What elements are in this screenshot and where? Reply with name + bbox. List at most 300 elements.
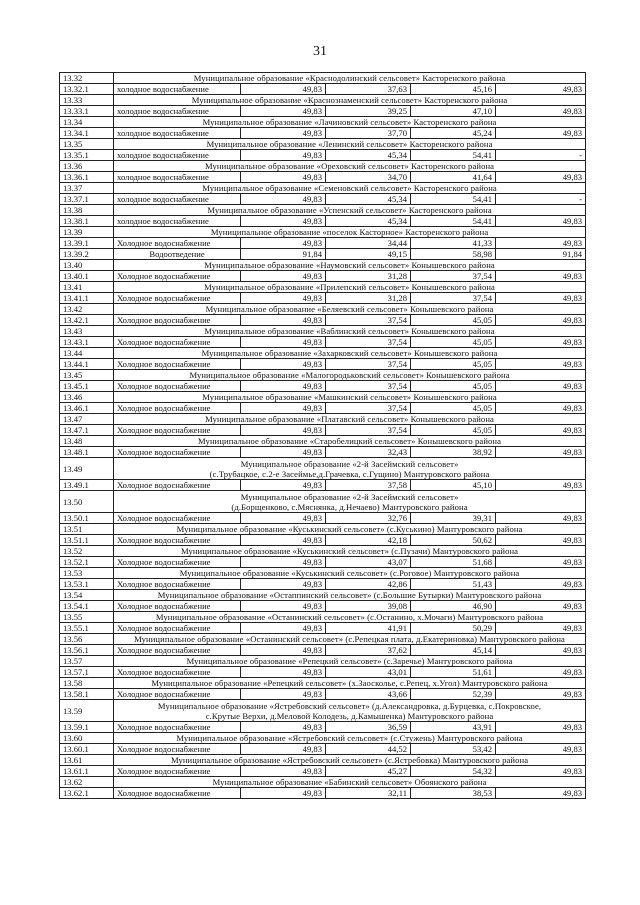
- section-header-row: [60, 304, 586, 315]
- section-number: 13.58: [60, 678, 114, 689]
- tariff-value-1: 49,83: [241, 557, 326, 568]
- row-number: 13.54.1: [60, 601, 114, 612]
- section-title: [114, 183, 586, 194]
- row-number: 13.48.1: [60, 447, 114, 458]
- service-name: Холодное водоснабжение: [114, 271, 241, 282]
- tariff-value-2: 32,11: [326, 788, 411, 799]
- section-title: [114, 260, 586, 271]
- section-header-row: [60, 260, 586, 271]
- section-title: [114, 227, 586, 238]
- tariff-value-3: 45,05: [411, 337, 496, 348]
- section-number: 13.47: [60, 414, 114, 425]
- section-number: 13.38: [60, 205, 114, 216]
- tariff-value-4: -: [496, 194, 586, 205]
- service-name: Холодное водоснабжение: [114, 667, 241, 678]
- section-header-row: [60, 546, 586, 557]
- row-number: 13.40.1: [60, 271, 114, 282]
- service-name: Холодное водоснабжение: [114, 238, 241, 249]
- section-header-row: [60, 491, 586, 513]
- section-title-line: Муниципальное образование «Краснознаменский сельсовет» Касторенского района: [191, 95, 508, 105]
- section-title-line: Муниципальное образование «Останинский сельсовет» (с.Репецкая плата, д.Екатериновка) Мантуровского района: [134, 634, 565, 644]
- service-name: холодное водоснабжение: [114, 106, 241, 117]
- section-number: 13.39: [60, 227, 114, 238]
- tariff-value-1: 49,83: [241, 788, 326, 799]
- service-name: Холодное водоснабжение: [114, 381, 241, 392]
- section-title-line: Муниципальное образование «2-й Засеймский сельсовет»: [240, 491, 459, 502]
- tariff-value-1: 49,83: [241, 480, 326, 491]
- section-number: 13.44: [60, 348, 114, 359]
- tariff-value-3: 45,14: [411, 645, 496, 656]
- tariff-value-4: 49,83: [496, 535, 586, 546]
- section-header-row: [60, 634, 586, 645]
- section-title-line: Муниципальное образование «Беляевский сельсовет» Конышевского района: [205, 304, 494, 314]
- tariff-value-2: 43,01: [326, 667, 411, 678]
- tariff-value-4: 49,83: [496, 788, 586, 799]
- section-title-line: Муниципальное образование «Куськинский сельсовет» (с.Пузачи) Мантуровского района: [180, 546, 519, 556]
- tariff-value-1: 49,83: [241, 535, 326, 546]
- tariff-value-1: 49,83: [241, 315, 326, 326]
- section-number: 13.49: [60, 458, 114, 480]
- section-title: [114, 370, 586, 381]
- tariff-value-2: 37,70: [326, 128, 411, 139]
- section-title-line: Муниципальное образование «Ленинский сельсовет» Касторенского района: [206, 139, 493, 149]
- tariff-value-2: 37,54: [326, 403, 411, 414]
- tariff-value-1: 49,83: [241, 513, 326, 524]
- service-name: холодное водоснабжение: [114, 128, 241, 139]
- tariff-value-2: 39,08: [326, 601, 411, 612]
- tariff-value-3: 41,33: [411, 238, 496, 249]
- section-header-row: [60, 755, 586, 766]
- tariff-value-4: 49,83: [496, 689, 586, 700]
- row-number: 13.50.1: [60, 513, 114, 524]
- section-title-line: Муниципальное образование «Малогородьковский сельсовет» Конышевского района: [189, 370, 510, 380]
- table-row: [60, 579, 586, 590]
- tariff-value-3: 39,31: [411, 513, 496, 524]
- tariff-value-1: 49,83: [241, 359, 326, 370]
- service-name: Холодное водоснабжение: [114, 513, 241, 524]
- service-name: Холодное водоснабжение: [114, 744, 241, 755]
- section-number: 13.52: [60, 546, 114, 557]
- table-row: [60, 216, 586, 227]
- tariff-value-4: 49,83: [496, 84, 586, 95]
- tariff-value-1: 49,83: [241, 381, 326, 392]
- tariff-value-3: 45,16: [411, 84, 496, 95]
- row-number: 13.39.2: [60, 249, 114, 260]
- tariff-value-3: 46,90: [411, 601, 496, 612]
- tariff-value-3: 41,64: [411, 172, 496, 183]
- tariff-value-3: 45,05: [411, 359, 496, 370]
- service-name: Холодное водоснабжение: [114, 766, 241, 777]
- tariff-value-3: 58,98: [411, 249, 496, 260]
- row-number: 13.62.1: [60, 788, 114, 799]
- section-header-row: [60, 227, 586, 238]
- section-title: [114, 733, 586, 744]
- section-title: [114, 656, 586, 667]
- tariff-value-1: 49,83: [241, 744, 326, 755]
- service-name: Холодное водоснабжение: [114, 623, 241, 634]
- service-name: Холодное водоснабжение: [114, 535, 241, 546]
- section-title-line: Муниципальное образование «поселок Касторное» Касторенского района: [210, 227, 489, 237]
- table-row: [60, 766, 586, 777]
- section-header-row: [60, 590, 586, 601]
- table-row: [60, 381, 586, 392]
- tariff-value-1: 49,83: [241, 601, 326, 612]
- section-number: 13.60: [60, 733, 114, 744]
- section-title: [114, 612, 586, 623]
- section-title-line: Муниципальное образование «Останинский сельсовет» (с.Останино, х.Мочаги) Мантуровского района: [155, 612, 544, 622]
- section-title: [114, 590, 586, 601]
- section-title: [114, 634, 586, 645]
- tariff-value-3: 45,24: [411, 128, 496, 139]
- service-name: Холодное водоснабжение: [114, 788, 241, 799]
- service-name: Холодное водоснабжение: [114, 557, 241, 568]
- service-name: Холодное водоснабжение: [114, 447, 241, 458]
- tariff-value-1: 49,83: [241, 128, 326, 139]
- section-header-row: [60, 139, 586, 150]
- tariff-value-4: 49,83: [496, 623, 586, 634]
- row-number: 13.34.1: [60, 128, 114, 139]
- row-number: 13.36.1: [60, 172, 114, 183]
- tariff-value-2: 43,07: [326, 557, 411, 568]
- section-title: [114, 117, 586, 128]
- section-title-line: Муниципальное образование «Репецкий сельсовет» (с.Заречье) Мантуровского района: [186, 656, 513, 666]
- tariff-value-1: 49,83: [241, 337, 326, 348]
- table-row: [60, 106, 586, 117]
- section-title: [114, 95, 586, 106]
- tariff-value-2: 39,25: [326, 106, 411, 117]
- section-title-line: Муниципальное образование «Успенский сельсовет» Касторенского района: [207, 205, 492, 215]
- table-row: [60, 150, 586, 161]
- table-row: [60, 238, 586, 249]
- service-name: Холодное водоснабжение: [114, 601, 241, 612]
- tariff-value-3: 51,68: [411, 557, 496, 568]
- tariff-value-1: 49,83: [241, 84, 326, 95]
- table-row: [60, 722, 586, 733]
- service-name: Холодное водоснабжение: [114, 722, 241, 733]
- tariff-value-2: 49,15: [326, 249, 411, 260]
- section-number: 13.54: [60, 590, 114, 601]
- row-number: 13.49.1: [60, 480, 114, 491]
- tariff-value-3: 45,05: [411, 315, 496, 326]
- section-title: [114, 700, 586, 722]
- service-name: Водоотведение: [114, 249, 241, 260]
- section-number: 13.53: [60, 568, 114, 579]
- tariff-value-4: 49,83: [496, 128, 586, 139]
- tariff-value-2: 31,28: [326, 271, 411, 282]
- section-title-line: Муниципальное образование «Ястребовский сельсовет» (с.Стужень) Мантуровского района: [176, 733, 523, 743]
- section-header-row: [60, 458, 586, 480]
- tariff-value-2: 37,54: [326, 425, 411, 436]
- tariff-value-2: 37,62: [326, 645, 411, 656]
- row-number: 13.53.1: [60, 579, 114, 590]
- row-number: 13.43.1: [60, 337, 114, 348]
- tariff-value-4: 49,83: [496, 645, 586, 656]
- section-number: 13.37: [60, 183, 114, 194]
- service-name: Холодное водоснабжение: [114, 579, 241, 590]
- tariff-value-2: 42,18: [326, 535, 411, 546]
- tariff-value-4: 49,83: [496, 315, 586, 326]
- table-row: [60, 601, 586, 612]
- tariff-value-1: 49,83: [241, 271, 326, 282]
- section-header-row: [60, 414, 586, 425]
- tariff-value-4: 49,83: [496, 557, 586, 568]
- section-title-line: Муниципальное образование «Платавский сельсовет» Конышевского района: [205, 414, 494, 424]
- section-title-line: Муниципальное образование «2-й Засеймский сельсовет»: [240, 458, 459, 469]
- tariff-value-1: 49,83: [241, 150, 326, 161]
- service-name: холодное водоснабжение: [114, 84, 241, 95]
- tariff-value-4: 49,83: [496, 766, 586, 777]
- section-header-row: [60, 73, 586, 84]
- row-number: 13.37.1: [60, 194, 114, 205]
- service-name: Холодное водоснабжение: [114, 480, 241, 491]
- row-number: 13.58.1: [60, 689, 114, 700]
- section-title: [114, 282, 586, 293]
- tariff-value-3: 54,41: [411, 194, 496, 205]
- section-title-line: Муниципальное образование «Прилепский сельсовет» Конышевского района: [204, 282, 495, 292]
- tariff-value-4: 49,83: [496, 579, 586, 590]
- tariff-value-4: 49,83: [496, 216, 586, 227]
- table-row: [60, 744, 586, 755]
- tariff-value-2: 37,58: [326, 480, 411, 491]
- section-number: 13.41: [60, 282, 114, 293]
- tariff-value-4: 49,83: [496, 359, 586, 370]
- service-name: Холодное водоснабжение: [114, 425, 241, 436]
- table-row: [60, 172, 586, 183]
- section-title-line: Муниципальное образование «Захарковский сельсовет» Конышевского района: [201, 348, 498, 358]
- section-number: 13.59: [60, 700, 114, 722]
- section-title-line-2: (д.Борщенково, с.Мяснянка, д.Нечаево) Мантуровского района: [231, 501, 468, 512]
- table-row: [60, 271, 586, 282]
- tariff-value-2: 34,44: [326, 238, 411, 249]
- tariff-value-2: 45,34: [326, 194, 411, 205]
- section-title: [114, 304, 586, 315]
- tariff-value-1: 49,83: [241, 293, 326, 304]
- tariff-value-1: 49,83: [241, 172, 326, 183]
- tariff-value-4: 49,83: [496, 381, 586, 392]
- section-header-row: [60, 117, 586, 128]
- table-row: [60, 788, 586, 799]
- section-title: [114, 73, 586, 84]
- section-title-line: Муниципальное образование «Краснодолинский сельсовет» Касторенского района: [193, 73, 506, 83]
- row-number: 13.57.1: [60, 667, 114, 678]
- section-title-line: Муниципальное образование «Ястребовский сельсовет» (д.Александровка, д.Бурцевка, с.Покровское,: [157, 700, 542, 711]
- tariff-value-1: 91,84: [241, 249, 326, 260]
- section-header-row: [60, 205, 586, 216]
- row-number: 13.47.1: [60, 425, 114, 436]
- section-header-row: [60, 436, 586, 447]
- service-name: Холодное водоснабжение: [114, 403, 241, 414]
- tariff-value-4: 49,83: [496, 744, 586, 755]
- tariff-value-2: 43,66: [326, 689, 411, 700]
- tariff-table: [59, 72, 586, 799]
- row-number: 13.46.1: [60, 403, 114, 414]
- tariff-value-4: 49,83: [496, 403, 586, 414]
- section-title-line: Муниципальное образование «Машкинский сельсовет» Конышевского района: [202, 392, 497, 402]
- section-title: [114, 777, 586, 788]
- tariff-value-2: 45,34: [326, 216, 411, 227]
- service-name: Холодное водоснабжение: [114, 645, 241, 656]
- tariff-value-3: 37,54: [411, 293, 496, 304]
- tariff-value-4: 49,83: [496, 106, 586, 117]
- section-number: 13.57: [60, 656, 114, 667]
- table-row: [60, 315, 586, 326]
- section-header-row: [60, 568, 586, 579]
- section-header-row: [60, 326, 586, 337]
- tariff-value-2: 32,43: [326, 447, 411, 458]
- section-header-row: [60, 678, 586, 689]
- tariff-value-3: 51,61: [411, 667, 496, 678]
- section-header-row: [60, 656, 586, 667]
- section-header-row: [60, 370, 586, 381]
- table-row: [60, 447, 586, 458]
- tariff-value-4: 49,83: [496, 337, 586, 348]
- row-number: 13.32.1: [60, 84, 114, 95]
- section-title: [114, 491, 586, 513]
- table-row: [60, 293, 586, 304]
- tariff-table-body: [60, 73, 586, 799]
- tariff-value-1: 49,83: [241, 667, 326, 678]
- row-number: 13.55.1: [60, 623, 114, 634]
- tariff-value-4: 49,83: [496, 480, 586, 491]
- tariff-value-1: 49,83: [241, 579, 326, 590]
- tariff-value-3: 45,05: [411, 403, 496, 414]
- tariff-value-1: 49,83: [241, 425, 326, 436]
- row-number: 13.42.1: [60, 315, 114, 326]
- section-title: [114, 414, 586, 425]
- tariff-value-1: 49,83: [241, 216, 326, 227]
- tariff-value-4: -: [496, 150, 586, 161]
- section-title: [114, 326, 586, 337]
- table-row: [60, 359, 586, 370]
- tariff-value-1: 49,83: [241, 722, 326, 733]
- tariff-value-2: 37,63: [326, 84, 411, 95]
- tariff-value-3: 38,53: [411, 788, 496, 799]
- tariff-value-2: 45,34: [326, 150, 411, 161]
- section-title: [114, 392, 586, 403]
- tariff-value-4: 49,83: [496, 271, 586, 282]
- service-name: холодное водоснабжение: [114, 150, 241, 161]
- section-title-line: Муниципальное образование «Лачиновский сельсовет» Касторенского района: [202, 117, 497, 127]
- section-title: [114, 161, 586, 172]
- table-row: [60, 535, 586, 546]
- row-number: 13.51.1: [60, 535, 114, 546]
- tariff-value-2: 45,27: [326, 766, 411, 777]
- row-number: 13.61.1: [60, 766, 114, 777]
- section-number: 13.46: [60, 392, 114, 403]
- tariff-value-3: 43,91: [411, 722, 496, 733]
- tariff-value-2: 37,54: [326, 337, 411, 348]
- page-number: 31: [313, 44, 327, 59]
- section-number: 13.36: [60, 161, 114, 172]
- row-number: 13.39.1: [60, 238, 114, 249]
- tariff-value-3: 37,54: [411, 271, 496, 282]
- section-title: [114, 546, 586, 557]
- row-number: 13.56.1: [60, 645, 114, 656]
- row-number: 13.33.1: [60, 106, 114, 117]
- tariff-value-3: 54,41: [411, 216, 496, 227]
- section-number: 13.35: [60, 139, 114, 150]
- tariff-value-1: 49,83: [241, 238, 326, 249]
- service-name: Холодное водоснабжение: [114, 337, 241, 348]
- section-number: 13.42: [60, 304, 114, 315]
- tariff-value-3: 53,42: [411, 744, 496, 755]
- tariff-value-2: 37,54: [326, 381, 411, 392]
- section-title-line: Муниципальное образование «Куськинский сельсовет» (с.Куськино) Мантуровского района: [176, 524, 523, 534]
- section-header-row: [60, 777, 586, 788]
- tariff-value-3: 45,10: [411, 480, 496, 491]
- table-row: [60, 403, 586, 414]
- section-number: 13.34: [60, 117, 114, 128]
- tariff-value-2: 37,54: [326, 315, 411, 326]
- section-title: [114, 458, 586, 480]
- row-number: 13.52.1: [60, 557, 114, 568]
- tariff-value-3: 54,32: [411, 766, 496, 777]
- tariff-value-2: 41,91: [326, 623, 411, 634]
- section-header-row: [60, 161, 586, 172]
- section-title-line: Муниципальное образование «Остаппинский сельсовет» (с.Большие Бутырки) Мантуровского района: [157, 590, 542, 600]
- row-number: 13.41.1: [60, 293, 114, 304]
- tariff-value-2: 37,54: [326, 359, 411, 370]
- tariff-value-3: 50,29: [411, 623, 496, 634]
- row-number: 13.35.1: [60, 150, 114, 161]
- section-title: [114, 568, 586, 579]
- tariff-value-4: 49,83: [496, 447, 586, 458]
- tariff-value-4: 49,83: [496, 238, 586, 249]
- tariff-value-3: 52,39: [411, 689, 496, 700]
- table-row: [60, 194, 586, 205]
- section-title: [114, 348, 586, 359]
- row-number: 13.45.1: [60, 381, 114, 392]
- section-title-line-2: (с.Трубацкое, с.2-е Засеймье,д.Грачевка, с.Гущино) Мантуровского района: [209, 468, 490, 479]
- tariff-value-1: 49,83: [241, 766, 326, 777]
- tariff-value-3: 51,43: [411, 579, 496, 590]
- section-number: 13.33: [60, 95, 114, 106]
- section-header-row: [60, 282, 586, 293]
- section-title-line: Муниципальное образование «Ястребовский сельсовет» (с.Ястребовка) Мантуровского района: [170, 755, 529, 765]
- row-number: 13.59.1: [60, 722, 114, 733]
- table-row: [60, 623, 586, 634]
- table-row: [60, 128, 586, 139]
- section-number: 13.56: [60, 634, 114, 645]
- service-name: холодное водоснабжение: [114, 216, 241, 227]
- section-title-line: Муниципальное образование «Ореховский сельсовет» Касторенского района: [204, 161, 495, 171]
- service-name: холодное водоснабжение: [114, 172, 241, 183]
- section-header-row: [60, 733, 586, 744]
- service-name: Холодное водоснабжение: [114, 689, 241, 700]
- section-number: 13.43: [60, 326, 114, 337]
- table-row: [60, 689, 586, 700]
- section-number: 13.61: [60, 755, 114, 766]
- tariff-value-3: 45,05: [411, 381, 496, 392]
- tariff-value-1: 49,83: [241, 194, 326, 205]
- section-title: [114, 139, 586, 150]
- tariff-value-2: 44,52: [326, 744, 411, 755]
- service-name: Холодное водоснабжение: [114, 293, 241, 304]
- section-title: [114, 755, 586, 766]
- section-number: 13.55: [60, 612, 114, 623]
- service-name: Холодное водоснабжение: [114, 315, 241, 326]
- section-header-row: [60, 183, 586, 194]
- section-number: 13.48: [60, 436, 114, 447]
- section-header-row: [60, 392, 586, 403]
- section-title-line: Муниципальное образование «Семеновский сельсовет» Касторенского района: [202, 183, 497, 193]
- tariff-value-3: 38,92: [411, 447, 496, 458]
- table-row: [60, 249, 586, 260]
- row-number: 13.60.1: [60, 744, 114, 755]
- tariff-value-3: 54,41: [411, 150, 496, 161]
- tariff-value-4: 49,83: [496, 722, 586, 733]
- tariff-value-4: 49,83: [496, 293, 586, 304]
